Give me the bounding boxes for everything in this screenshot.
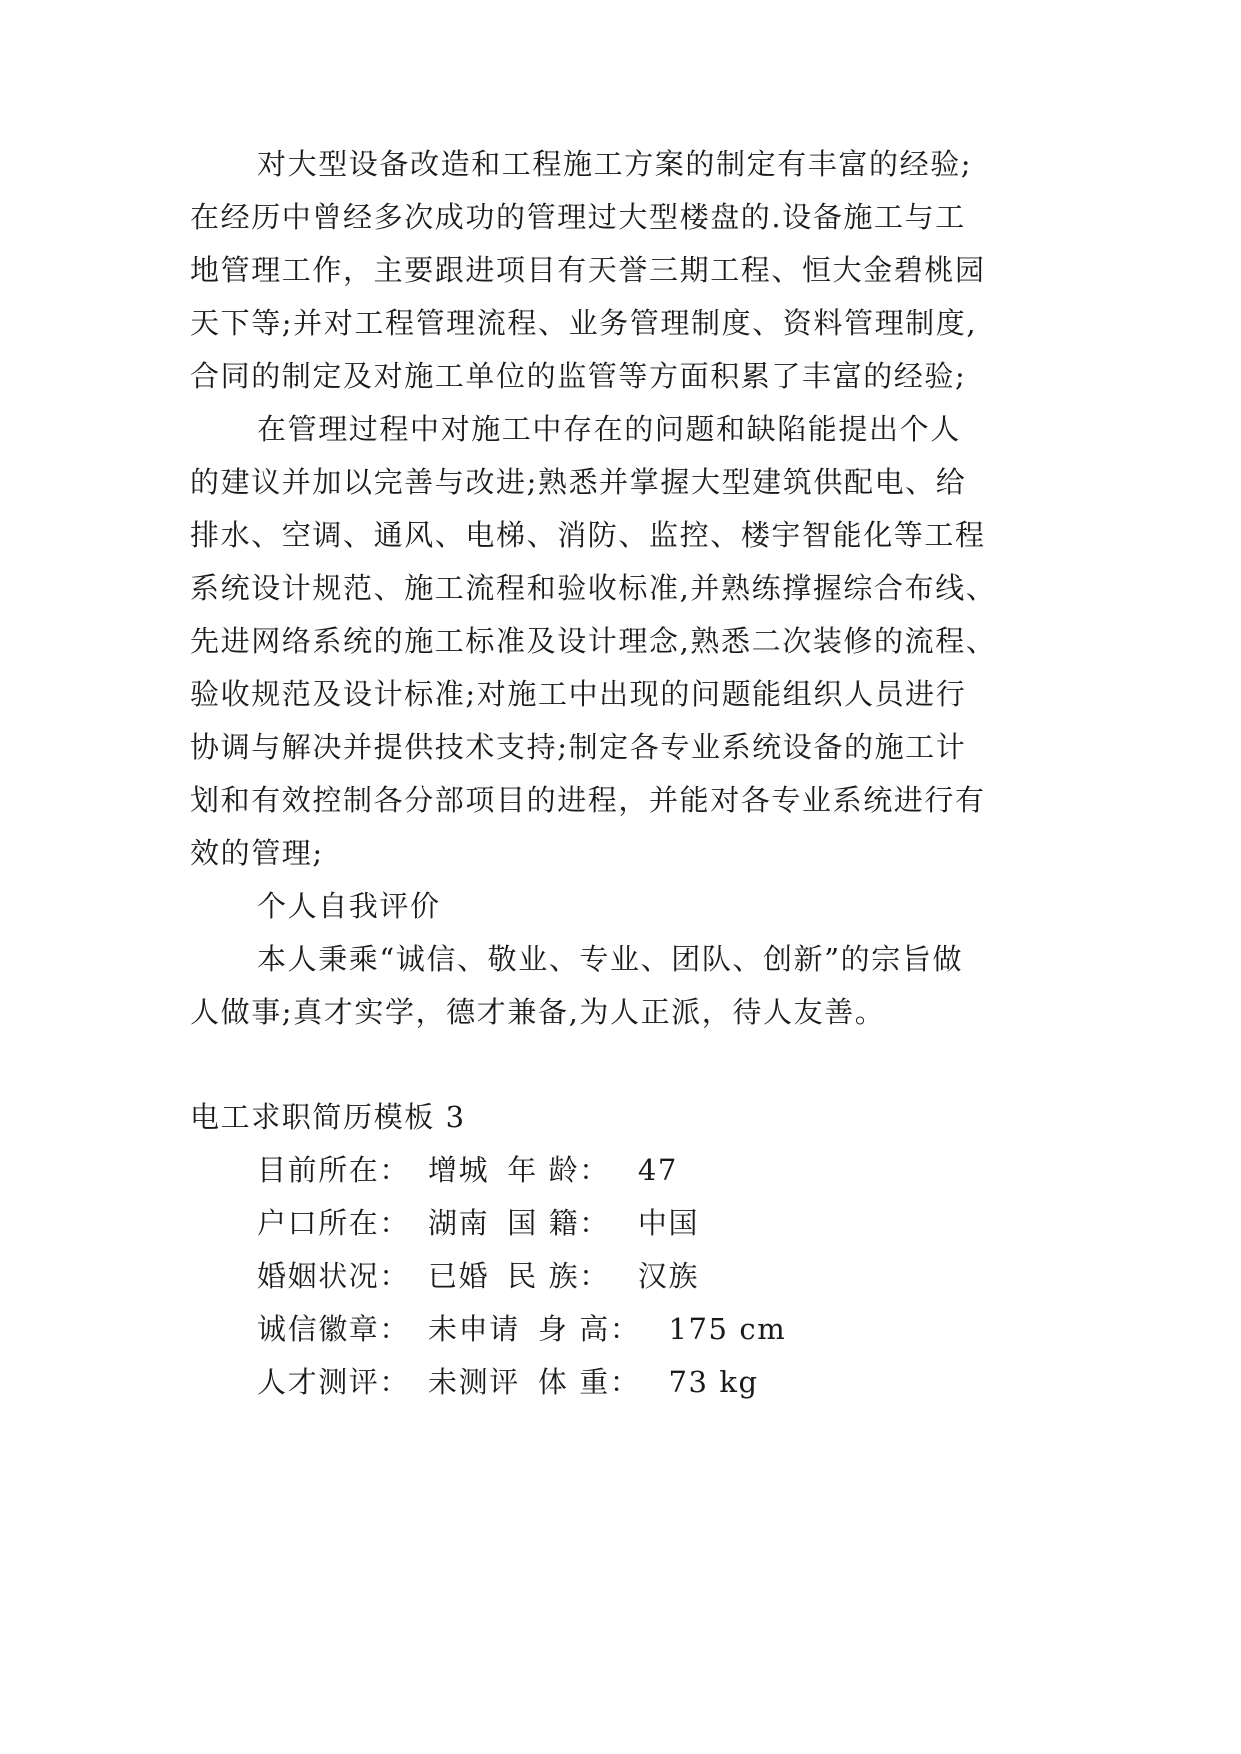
- paragraph-line: 对大型设备改造和工程施工方案的制定有丰富的经验;: [257, 147, 973, 181]
- paragraph-line: 协调与解决并提供技术支持;制定各专业系统设备的施工计: [190, 730, 967, 764]
- field-label: 婚姻状况：: [257, 1259, 411, 1293]
- field-value: 未申请: [428, 1312, 520, 1346]
- field-row: [257, 1312, 787, 1346]
- field-value: 已婚: [428, 1259, 490, 1293]
- field-label: 目前所在：: [257, 1153, 411, 1187]
- field-value: 增城: [428, 1153, 490, 1187]
- paragraph-line: 合同的制定及对施工单位的监管等方面积累了丰富的经验;: [190, 359, 967, 393]
- paragraph-line: 先进网络系统的施工标准及设计理念,熟悉二次装修的流程、: [190, 624, 997, 658]
- paragraph-line: 排水、空调、通风、电梯、消防、监控、楼宇智能化等工程: [190, 518, 986, 552]
- field-row: [257, 1259, 700, 1293]
- section-heading: 个人自我评价: [257, 889, 441, 923]
- field-label: 国 籍：: [507, 1206, 610, 1240]
- field-label: 年 龄：: [507, 1153, 610, 1187]
- field-label: 民 族：: [507, 1259, 610, 1293]
- field-value: 未测评: [428, 1365, 520, 1399]
- field-label: 人才测评：: [257, 1365, 411, 1399]
- field-value: 175 cm: [668, 1312, 787, 1346]
- field-label: 身 高：: [537, 1312, 641, 1346]
- field-label: 户口所在：: [257, 1206, 411, 1240]
- resume-title: 电工求职简历模板 3: [190, 1100, 466, 1134]
- field-value: 湖南: [428, 1206, 490, 1240]
- field-label: 诚信徽章：: [257, 1312, 411, 1346]
- paragraph-line: 人做事;真才实学，德才兼备,为人正派，待人友善。: [190, 995, 886, 1029]
- field-value: 中国: [637, 1206, 700, 1240]
- paragraph-line: 本人秉乘“诚信、敬业、专业、团队、创新”的宗旨做: [257, 942, 964, 976]
- field-row: [257, 1365, 759, 1399]
- paragraph-line: 效的管理;: [190, 836, 324, 870]
- field-value: 73 kg: [668, 1365, 759, 1399]
- paragraph-line: 地管理工作，主要跟进项目有天誉三期工程、恒大金碧桃园: [190, 253, 986, 287]
- paragraph-line: 在管理过程中对施工中存在的问题和缺陷能提出个人: [257, 412, 961, 446]
- paragraph-line: 系统设计规范、施工流程和验收标准,并熟练撑握综合布线、: [190, 571, 997, 605]
- paragraph-line: 的建议并加以完善与改进;熟悉并掌握大型建筑供配电、给: [190, 465, 967, 499]
- field-value: 47: [637, 1153, 678, 1187]
- paragraph-line: 验收规范及设计标准;对施工中出现的问题能组织人员进行: [190, 677, 967, 711]
- field-row: [257, 1206, 700, 1240]
- field-label: 体 重：: [537, 1365, 641, 1399]
- paragraph-line: 天下等;并对工程管理流程、业务管理制度、资料管理制度,: [190, 306, 978, 340]
- paragraph-line: 在经历中曾经多次成功的管理过大型楼盘的.设备施工与工: [190, 200, 966, 234]
- paragraph-line: 划和有效控制各分部项目的进程，并能对各专业系统进行有: [190, 783, 986, 817]
- field-row: [257, 1153, 678, 1187]
- field-value: 汉族: [637, 1259, 700, 1293]
